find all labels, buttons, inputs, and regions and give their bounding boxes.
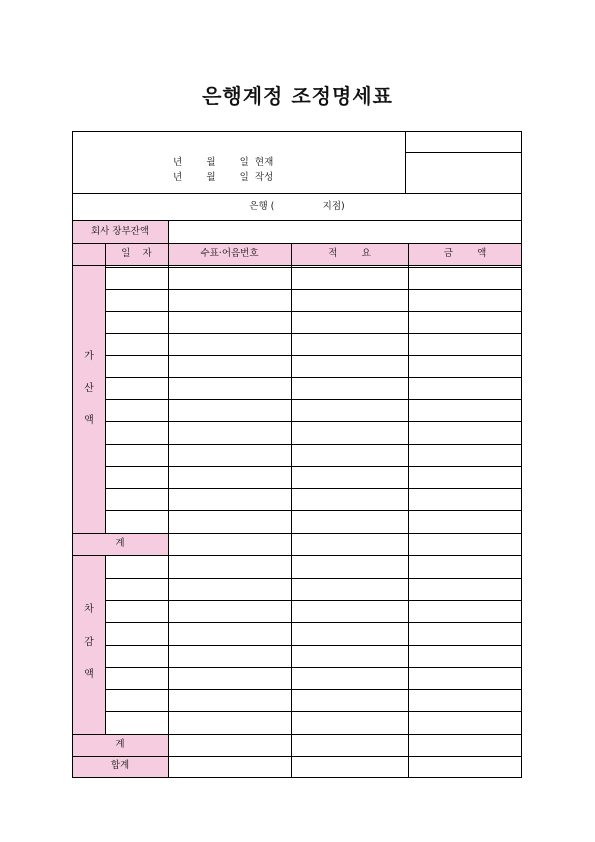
balance-row-bottom-line — [72, 243, 522, 244]
add-row-line-1 — [105, 289, 522, 290]
add-row-line-6 — [105, 399, 522, 400]
add-section-bottom-line — [72, 533, 522, 534]
sub-label-char-1: 차 — [84, 604, 94, 615]
sub-label-char-3: 액 — [84, 669, 94, 680]
header-divider — [405, 131, 406, 193]
add-subtotal-label: 계 — [115, 538, 125, 549]
add-label-char-3: 액 — [84, 415, 94, 426]
sub-row-line-4 — [105, 645, 522, 646]
sub-row-line-6 — [105, 689, 522, 690]
header-right-line — [405, 152, 522, 153]
sub-subtotal-bottom-line — [72, 756, 522, 757]
add-row-line-4 — [105, 355, 522, 356]
total-label: 합계 — [110, 760, 130, 771]
sub-subtotal-label: 계 — [115, 739, 125, 750]
col-divider-date-left — [105, 243, 106, 533]
sub-label-char-2: 감 — [84, 637, 94, 648]
page-title: 은행계정 조정명세표 — [202, 84, 393, 108]
date-current-line: 년 월 일 현재 — [173, 157, 274, 168]
date-written-line: 년 월 일 작성 — [173, 172, 274, 183]
sub-row-line-3 — [105, 622, 522, 623]
sub-row-line-7 — [105, 711, 522, 712]
add-row-line-10 — [105, 488, 522, 489]
add-row-line-7 — [105, 421, 522, 422]
sub-section-bottom-line — [72, 734, 522, 735]
add-row-line-2 — [105, 311, 522, 312]
sub-row-line-2 — [105, 600, 522, 601]
balance-row-divider — [168, 221, 169, 243]
column-summary: 적 요 — [328, 248, 371, 259]
add-row-line-8 — [105, 444, 522, 445]
column-amount: 금 액 — [443, 248, 487, 259]
sub-row-line-5 — [105, 667, 522, 668]
add-row-line-9 — [105, 466, 522, 467]
add-label-char-2: 산 — [84, 383, 94, 394]
column-check-number: 수표·어음번호 — [200, 248, 259, 259]
add-subtotal-bottom-line — [72, 555, 522, 556]
column-header-double-line — [105, 267, 522, 268]
sub-row-line-1 — [105, 578, 522, 579]
column-date: 일 자 — [121, 248, 152, 259]
add-row-line-3 — [105, 333, 522, 334]
add-row-line-5 — [105, 377, 522, 378]
bank-branch-line: 은행 ( 지점) — [249, 201, 345, 212]
company-balance-label: 회사 장부잔액 — [90, 226, 150, 237]
column-header-bottom-line — [72, 265, 522, 266]
bank-row-bottom-line — [72, 220, 522, 221]
header-bottom-line — [72, 193, 522, 194]
add-row-line-11 — [105, 510, 522, 511]
add-label-char-1: 가 — [84, 351, 94, 362]
